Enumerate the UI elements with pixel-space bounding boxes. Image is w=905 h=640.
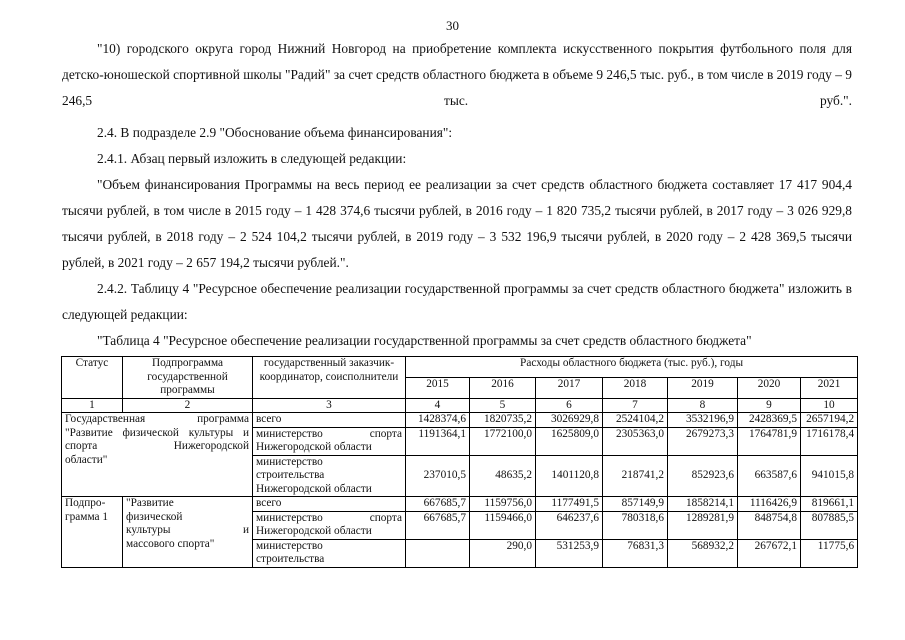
value-cell: 2428369,5 bbox=[738, 413, 801, 428]
value-cell: 1428374,6 bbox=[406, 413, 470, 428]
value-cell: 48635,2 bbox=[470, 455, 536, 497]
value-cell: 2305363,0 bbox=[603, 427, 668, 455]
value-cell: 2657194,2 bbox=[801, 413, 858, 428]
value-cell: 1772100,0 bbox=[470, 427, 536, 455]
value-cell: 290,0 bbox=[470, 539, 536, 567]
header-status: Статус bbox=[62, 357, 123, 399]
value-cell: 76831,3 bbox=[603, 539, 668, 567]
value-cell: 568932,2 bbox=[668, 539, 738, 567]
value-cell: 11775,6 bbox=[801, 539, 858, 567]
header-expenses: Расходы областного бюджета (тыс. руб.), годы bbox=[406, 357, 858, 378]
value-cell: 1159466,0 bbox=[470, 511, 536, 539]
header-customer: государственный заказчик-координатор, соисполнители bbox=[253, 357, 406, 399]
value-cell: 1764781,9 bbox=[738, 427, 801, 455]
value-cell: 667685,7 bbox=[406, 497, 470, 512]
header-year: 2018 bbox=[603, 377, 668, 398]
subprogram-cell: "Развитие физической культуры и массового спорта" bbox=[123, 497, 253, 568]
column-number: 2 bbox=[123, 398, 253, 413]
value-cell: 1820735,2 bbox=[470, 413, 536, 428]
column-number: 10 bbox=[801, 398, 858, 413]
value-cell: 646237,6 bbox=[536, 511, 603, 539]
page-number: 30 bbox=[446, 18, 459, 33]
customer-cell: всего bbox=[253, 413, 406, 428]
status-cell: Государственная программа "Развитие физической культуры и спорта Нижегородской области" bbox=[62, 413, 253, 497]
value-cell: 807885,5 bbox=[801, 511, 858, 539]
customer-cell: всего bbox=[253, 497, 406, 512]
value-cell: 531253,9 bbox=[536, 539, 603, 567]
value-cell: 1858214,1 bbox=[668, 497, 738, 512]
value-cell: 2679273,3 bbox=[668, 427, 738, 455]
value-cell: 3532196,9 bbox=[668, 413, 738, 428]
value-cell: 1116426,9 bbox=[738, 497, 801, 512]
table-row bbox=[62, 497, 858, 512]
value-cell bbox=[406, 539, 470, 567]
value-cell: 1289281,9 bbox=[668, 511, 738, 539]
customer-cell: министерство строительства Нижегородской области bbox=[253, 455, 406, 497]
header-year: 2015 bbox=[406, 377, 470, 398]
value-cell: 857149,9 bbox=[603, 497, 668, 512]
paragraph-section-2-4: 2.4. В подразделе 2.9 "Обоснование объема финансирования": bbox=[97, 125, 453, 140]
value-cell: 667685,7 bbox=[406, 511, 470, 539]
value-cell: 218741,2 bbox=[603, 455, 668, 497]
value-cell: 1401120,8 bbox=[536, 455, 603, 497]
value-cell: 237010,5 bbox=[406, 455, 470, 497]
value-cell: 819661,1 bbox=[801, 497, 858, 512]
customer-cell: министерство спорта Нижегородской области bbox=[253, 511, 406, 539]
value-cell: 663587,6 bbox=[738, 455, 801, 497]
header-year: 2017 bbox=[536, 377, 603, 398]
table-caption: "Таблица 4 "Ресурсное обеспечение реализации государственной программы за счет средств областного бюджета" bbox=[97, 333, 752, 348]
column-number: 5 bbox=[470, 398, 536, 413]
value-cell: 941015,8 bbox=[801, 455, 858, 497]
paragraph-item-10: "10) городского округа город Нижний Новгород на приобретение комплекта искусственного покрытия футбольного поля для детско-юношеской спортивной школы "Радий" за счет средств областного бюджета в объеме 9 246,5 тыс. руб., в том числе в 2019 году – 9 246,5 тыс. руб.". bbox=[62, 41, 852, 108]
value-cell: 1177491,5 bbox=[536, 497, 603, 512]
value-cell: 1716178,4 bbox=[801, 427, 858, 455]
value-cell: 267672,1 bbox=[738, 539, 801, 567]
customer-cell: министерство строительства bbox=[253, 539, 406, 567]
column-number: 7 bbox=[603, 398, 668, 413]
value-cell: 1625809,0 bbox=[536, 427, 603, 455]
resource-table bbox=[61, 356, 858, 568]
table-row bbox=[62, 413, 858, 428]
column-number: 3 bbox=[253, 398, 406, 413]
column-number: 4 bbox=[406, 398, 470, 413]
customer-cell: министерство спорта Нижегородской области bbox=[253, 427, 406, 455]
header-year: 2016 bbox=[470, 377, 536, 398]
paragraph-financing-volume: "Объем финансирования Программы на весь период ее реализации за счет средств областного бюджета составляет 17 417 904,4 тысячи рублей, в том числе в 2015 году – 1 428 374,6 тысячи рублей, в 2016 году – 1 820 735,2 тысячи рублей, в 2017 году – 3 026 929,8 тысячи рублей, в 2018 году – 2 524 104,2 тысячи рублей, в 2019 году – 3 532 196,9 тысячи рублей, в 2020 году – 2 428 369,5 тысячи рублей, в 2021 году – 2 657 194,2 тысячи рублей.". bbox=[62, 177, 852, 270]
header-year: 2020 bbox=[738, 377, 801, 398]
status-cell: Подпро- грамма 1 bbox=[62, 497, 123, 568]
value-cell: 780318,6 bbox=[603, 511, 668, 539]
value-cell: 3026929,8 bbox=[536, 413, 603, 428]
value-cell: 1191364,1 bbox=[406, 427, 470, 455]
paragraph-2-4-1: 2.4.1. Абзац первый изложить в следующей редакции: bbox=[97, 151, 407, 166]
column-number: 9 bbox=[738, 398, 801, 413]
column-number: 6 bbox=[536, 398, 603, 413]
value-cell: 2524104,2 bbox=[603, 413, 668, 428]
paragraph-2-4-2: 2.4.2. Таблицу 4 "Ресурсное обеспечение реализации государственной программы за счет средств областного бюджета" изложить в следующей редакции: bbox=[62, 281, 852, 322]
value-cell: 852923,6 bbox=[668, 455, 738, 497]
value-cell: 848754,8 bbox=[738, 511, 801, 539]
value-cell: 1159756,0 bbox=[470, 497, 536, 512]
header-year: 2021 bbox=[801, 377, 858, 398]
header-subprogram: Подпрограмма государственной программы bbox=[123, 357, 253, 399]
column-number: 1 bbox=[62, 398, 123, 413]
column-number: 8 bbox=[668, 398, 738, 413]
header-year: 2019 bbox=[668, 377, 738, 398]
